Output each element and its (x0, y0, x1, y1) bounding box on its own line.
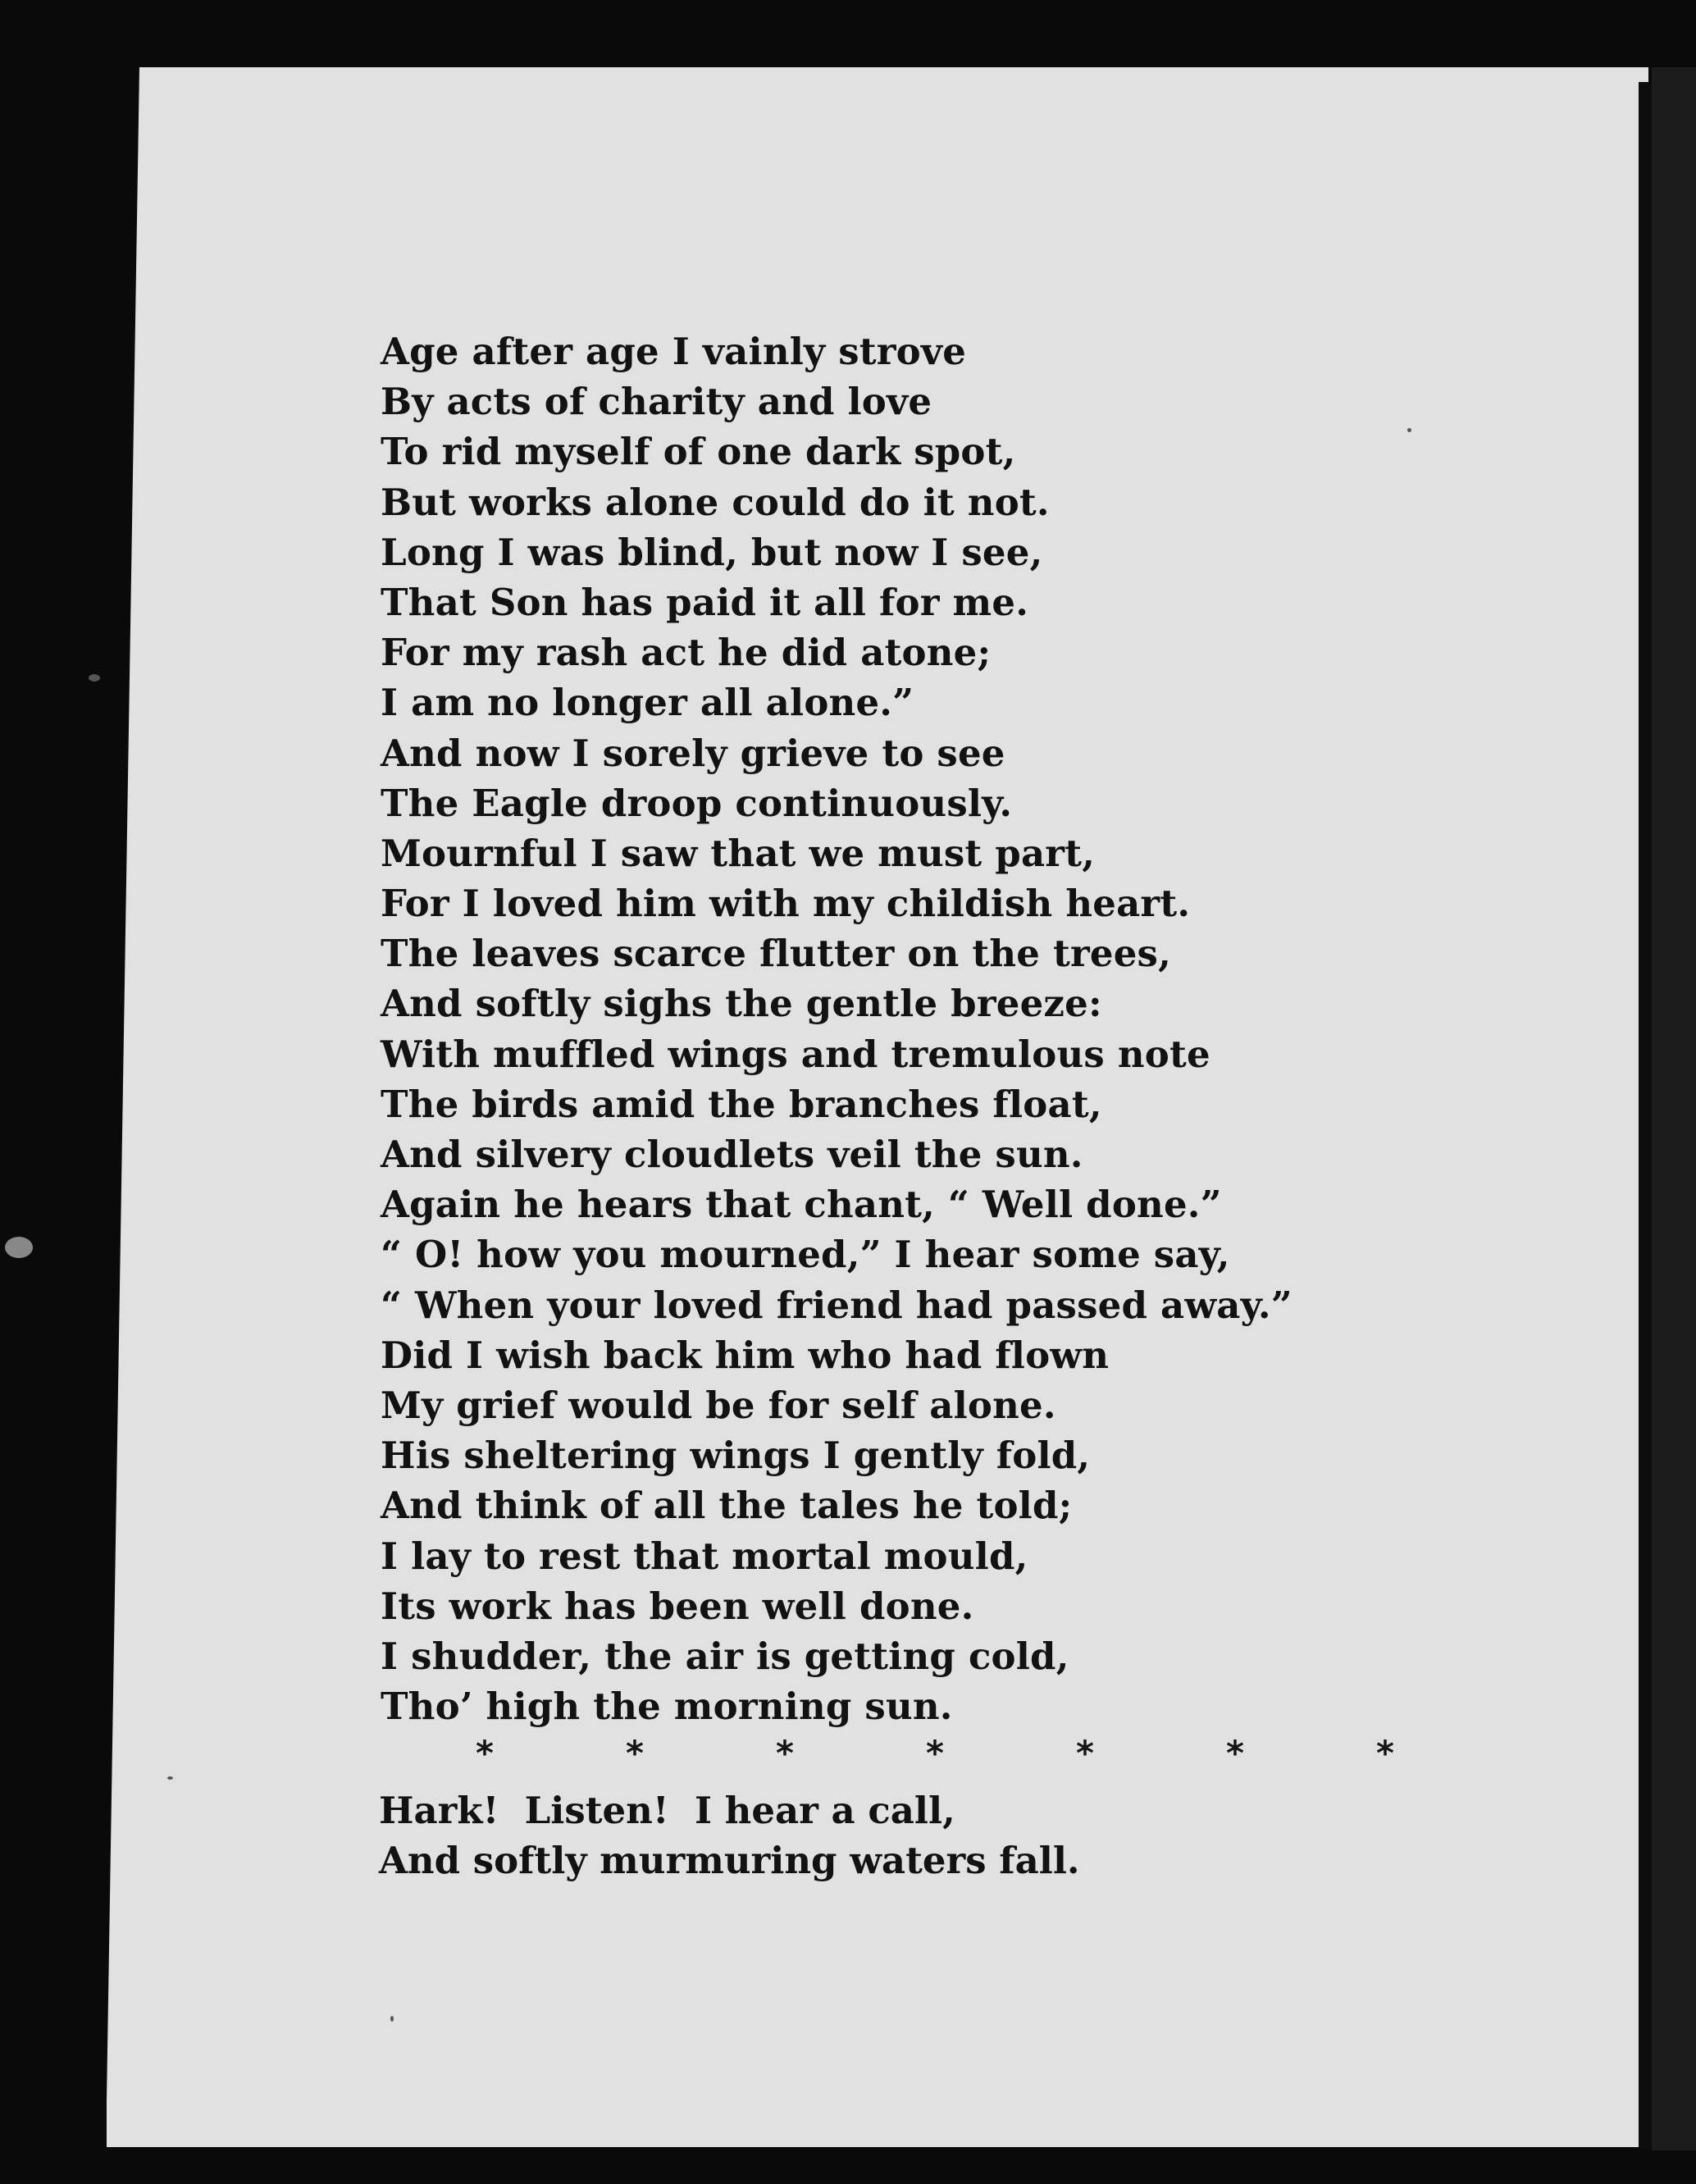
poem-line: That Son has paid it all for me. (381, 580, 1029, 624)
poem-line: Did I wish back him who had flown (381, 1333, 1110, 1377)
poem-line: For I loved him with my childish heart. (381, 882, 1191, 926)
poem-line: But works alone could do it not. (381, 480, 1050, 524)
poem-line: His sheltering wings I gently fold, (381, 1434, 1091, 1478)
asterisk-separator (476, 1733, 1394, 1773)
book-spine-edge (1639, 82, 1652, 2149)
coda-line: And softly murmuring waters fall. (379, 1839, 1080, 1883)
poem-line: Again he hears that chant, “ Well done.” (381, 1183, 1222, 1227)
paper-speck (5, 1237, 33, 1258)
separator-asterisk: * (1076, 1733, 1094, 1773)
poem-line: I lay to rest that mortal mould, (381, 1534, 1028, 1578)
separator-asterisk: * (776, 1733, 794, 1773)
paper-speck (390, 2016, 394, 2022)
poem-line: And silvery cloudlets veil the sun. (381, 1133, 1083, 1176)
poem-line: And think of all the tales he told; (381, 1484, 1073, 1528)
poem-line: “ O! how you mourned,” I hear some say, (381, 1233, 1230, 1277)
poem-line: And now I sorely grieve to see (381, 731, 1005, 775)
paper-speck (89, 674, 100, 682)
poem-line: I am no longer all alone.” (381, 681, 914, 725)
poem-coda (379, 1785, 1080, 1885)
poem-line: Mournful I saw that we must part, (381, 831, 1096, 875)
poem-line: And softly sighs the gentle breeze: (381, 982, 1102, 1026)
poem-line: The leaves scarce flutter on the trees, (381, 932, 1171, 976)
poem-line: “ When your loved friend had passed away.” (381, 1283, 1293, 1327)
poem-line: With muffled wings and tremulous note (381, 1032, 1210, 1076)
poem-line: For my rash act he did atone; (381, 631, 992, 675)
poem-line: Tho’ high the morning sun. (381, 1685, 953, 1729)
poem-line: By acts of charity and love (381, 380, 932, 424)
poem-line: Long I was blind, but now I see, (381, 530, 1043, 574)
paper-speck (167, 1776, 173, 1780)
separator-asterisk: * (926, 1733, 944, 1773)
poem-line: Age after age I vainly strove (381, 330, 967, 373)
poem-stanza (381, 326, 1611, 1731)
separator-asterisk: * (1226, 1733, 1244, 1773)
separator-asterisk: * (476, 1733, 494, 1773)
poem-line: The birds amid the branches float, (381, 1082, 1102, 1126)
separator-asterisk: * (626, 1733, 644, 1773)
separator-asterisk: * (1376, 1733, 1394, 1773)
poem-line: The Eagle droop continuously. (381, 781, 1013, 825)
poem-line: I shudder, the air is getting cold, (381, 1634, 1069, 1678)
poem-line: To rid myself of one dark spot, (381, 430, 1016, 474)
facing-page-edge (1652, 67, 1696, 2150)
poem-line: Its work has been well done. (381, 1584, 974, 1628)
poem-line: My grief would be for self alone. (381, 1383, 1056, 1427)
coda-line: Hark! Listen! I hear a call, (379, 1789, 955, 1832)
